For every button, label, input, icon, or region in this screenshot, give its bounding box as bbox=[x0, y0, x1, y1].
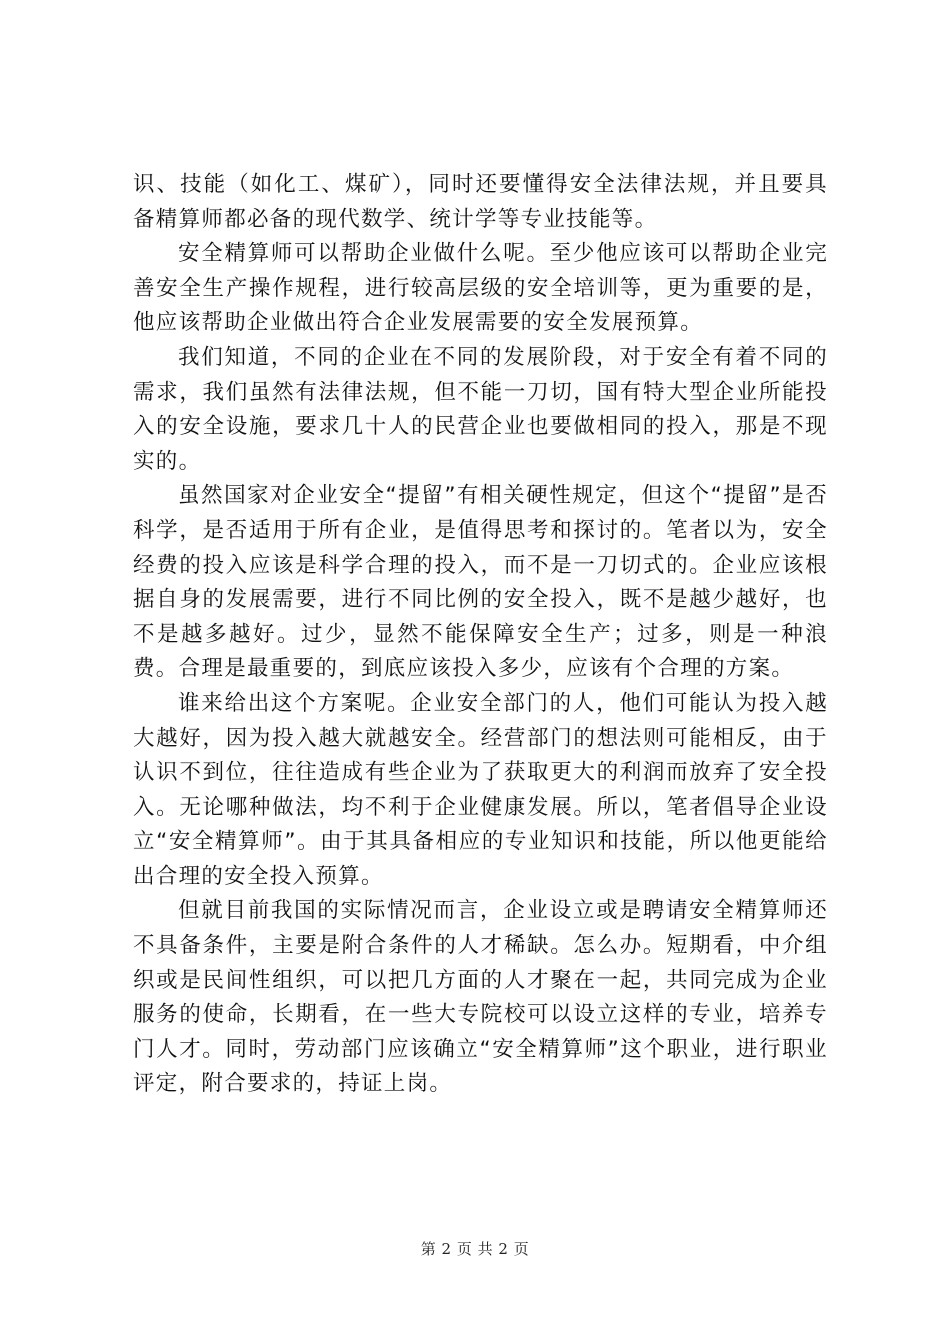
paragraph: 我们知道，不同的企业在不同的发展阶段，对于安全有着不同的需求，我们虽然有法律法规，但不能一刀切，国有特大型企业所能投入的安全设施，要求几十人的民营企业也要做相同的投入，那是不现实的。 bbox=[133, 344, 828, 474]
paragraph: 谁来给出这个方案呢。企业安全部门的人，他们可能认为投入越大越好，因为投入越大就越安全。经营部门的想法则可能相反，由于认识不到位，往往造成有些企业为了获取更大的利润而放弃了安全投入。无论哪种做法，均不利于企业健康发展。所以，笔者倡导企业设立“安全精算师”。由于其具备相应的专业知识和技能，所以他更能给出合理的安全投入预算。 bbox=[133, 690, 828, 889]
page-number-footer: 第 2 页 共 2 页 bbox=[420, 1240, 530, 1258]
paragraph: 安全精算师可以帮助企业做什么呢。至少他应该可以帮助企业完善安全生产操作规程，进行较高层级的安全培训等，更为重要的是，他应该帮助企业做出符合企业发展需要的安全发展预算。 bbox=[133, 241, 828, 336]
document-body bbox=[133, 168, 828, 1102]
paragraph: 但就目前我国的实际情况而言，企业设立或是聘请安全精算师还不具备条件，主要是附合条件的人才稀缺。怎么办。短期看，中介组织或是民间性组织，可以把几方面的人才聚在一起，共同完成为企业服务的使命，长期看，在一些大专院校可以设立这样的专业，培养专门人才。同时，劳动部门应该确立“安全精算师”这个职业，进行职业评定，附合要求的，持证上岗。 bbox=[133, 898, 828, 1097]
paragraph: 虽然国家对企业安全“提留”有相关硬性规定，但这个“提留”是否科学，是否适用于所有企业，是值得思考和探讨的。笔者以为，安全经费的投入应该是科学合理的投入，而不是一刀切式的。企业应该根据自身的发展需要，进行不同比例的安全投入，既不是越少越好，也不是越多越好。过少，显然不能保障安全生产；过多，则是一种浪费。合理是最重要的，到底应该投入多少，应该有个合理的方案。 bbox=[133, 483, 828, 682]
paragraph-continuation: 识、技能（如化工、煤矿），同时还要懂得安全法律法规，并且要具备精算师都必备的现代数学、统计学等专业技能等。 bbox=[133, 172, 828, 232]
